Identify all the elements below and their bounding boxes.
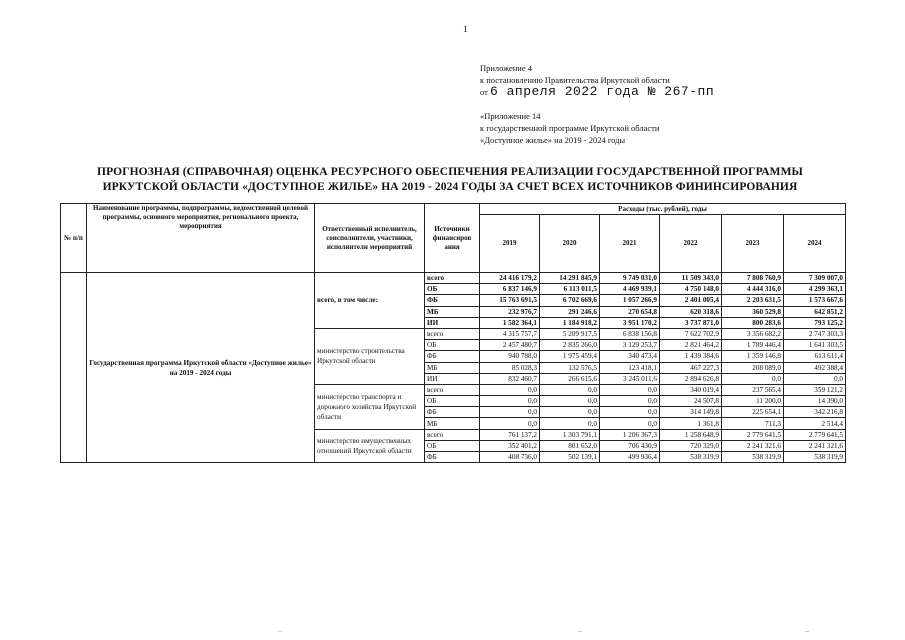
appendix-block — [480, 62, 714, 98]
row-number-cell — [61, 273, 87, 463]
header-year: 2019 — [480, 215, 540, 273]
value-cell: 7 622 702,9 — [660, 328, 722, 339]
value-cell: 266 615,6 — [540, 373, 600, 384]
value-cell: 1 439 384,6 — [660, 351, 722, 362]
appendix2-line1: «Приложение 14 — [480, 111, 541, 121]
appendix2-line2: к государственной программе Иркутской области — [480, 123, 660, 133]
value-cell: 208 089,0 — [722, 362, 784, 373]
header-year: 2022 — [660, 215, 722, 273]
value-cell: 499 936,4 — [600, 452, 660, 463]
value-cell: 3 129 253,7 — [600, 340, 660, 351]
footer-mark-middle: – — [578, 626, 582, 635]
responsible-cell: всего, в том числе: — [315, 273, 425, 329]
value-cell: 613 611,4 — [784, 351, 846, 362]
value-cell: 2 894 626,8 — [660, 373, 722, 384]
value-cell: 2 747 303,3 — [784, 328, 846, 339]
value-cell: 761 137,2 — [480, 429, 540, 440]
value-cell: 502 139,1 — [540, 452, 600, 463]
value-cell: 711,3 — [722, 418, 784, 429]
value-cell: 237 565,4 — [722, 384, 784, 395]
source-cell: всего — [425, 384, 480, 395]
header-num: № п/п — [61, 204, 87, 273]
value-cell: 0,0 — [784, 373, 846, 384]
value-cell: 4 299 363,1 — [784, 284, 846, 295]
title-line1: ПРОГНОЗНАЯ (СПРАВОЧНАЯ) ОЦЕНКА РЕСУРСНОГО ОБЕСПЕЧЕНИЯ РЕАЛИЗАЦИИ ГОСУДАРСТВЕННОЙ ПРОГРАММЫ — [97, 166, 803, 178]
value-cell: 132 576,5 — [540, 362, 600, 373]
header-year: 2024 — [784, 215, 846, 273]
value-cell: 7 309 007,0 — [784, 273, 846, 284]
value-cell: 360 529,8 — [722, 306, 784, 317]
value-cell: 314 149,8 — [660, 407, 722, 418]
header-year: 2020 — [540, 215, 600, 273]
header-name: Наименование программы, подпрограммы, ведомственной целевой программы, основного мероприятия, регионального проекта, мероприятия — [87, 204, 315, 273]
value-cell: 1 789 446,4 — [722, 340, 784, 351]
budget-table — [60, 203, 846, 463]
source-cell: ФБ — [425, 452, 480, 463]
source-cell: всего — [425, 273, 480, 284]
value-cell: 2 401 005,4 — [660, 295, 722, 306]
value-cell: 1 184 918,2 — [540, 317, 600, 328]
header-year: 2021 — [600, 215, 660, 273]
value-cell: 1 303 791,1 — [540, 429, 600, 440]
value-cell: 1 361,8 — [660, 418, 722, 429]
value-cell: 720 329,0 — [660, 440, 722, 451]
value-cell: 2 203 631,5 — [722, 295, 784, 306]
value-cell: 1 573 667,6 — [784, 295, 846, 306]
value-cell: 4 750 148,0 — [660, 284, 722, 295]
value-cell: 1 641 303,5 — [784, 340, 846, 351]
appendix-line3 — [480, 86, 714, 98]
value-cell: 538 319,9 — [722, 452, 784, 463]
value-cell: 340 473,4 — [600, 351, 660, 362]
value-cell: 0,0 — [600, 396, 660, 407]
header-responsible: Ответственный исполнитель, соисполнители, участники, исполнители мероприятий — [315, 204, 425, 273]
responsible-cell: министерство строительства Иркутской области — [315, 328, 425, 384]
value-cell: 225 654,1 — [722, 407, 784, 418]
appendix-date-prefix: от — [480, 87, 488, 97]
value-cell: 123 418,1 — [600, 362, 660, 373]
value-cell: 1 206 367,3 — [600, 429, 660, 440]
value-cell: 6 113 011,5 — [540, 284, 600, 295]
appendix-date-stamp: 6 апреля 2022 года № 267-пп — [489, 84, 715, 99]
value-cell: 0,0 — [480, 407, 540, 418]
value-cell: 3 737 871,0 — [660, 317, 722, 328]
table-row — [61, 273, 846, 284]
value-cell: 24 507,8 — [660, 396, 722, 407]
appendix2-block — [480, 110, 659, 146]
value-cell: 706 430,9 — [600, 440, 660, 451]
source-cell: ИИ — [425, 317, 480, 328]
value-cell: 11 509 343,0 — [660, 273, 722, 284]
value-cell: 270 654,8 — [600, 306, 660, 317]
value-cell: 0,0 — [540, 396, 600, 407]
responsible-cell: министерство транспорта и дорожного хозяйства Иркутской области — [315, 384, 425, 429]
value-cell: 620 318,6 — [660, 306, 722, 317]
document-title — [60, 165, 840, 195]
source-cell: ОБ — [425, 340, 480, 351]
appendix2-line3: «Доступное жилье» на 2019 - 2024 годы — [480, 135, 626, 145]
source-cell: МБ — [425, 418, 480, 429]
value-cell: 1 975 459,4 — [540, 351, 600, 362]
value-cell: 9 749 031,0 — [600, 273, 660, 284]
header-expenses: Расходы (тыс. рублей), годы — [480, 204, 846, 215]
source-cell: ФБ — [425, 295, 480, 306]
value-cell: 4 469 939,1 — [600, 284, 660, 295]
value-cell: 15 763 691,5 — [480, 295, 540, 306]
page-number: 1 — [463, 24, 468, 34]
value-cell: 538 319,9 — [660, 452, 722, 463]
appendix-line1: Приложение 4 — [480, 63, 532, 73]
source-cell: ОБ — [425, 284, 480, 295]
source-cell: ОБ — [425, 440, 480, 451]
value-cell: 7 808 760,9 — [722, 273, 784, 284]
footer-mark-right: – — [805, 626, 809, 635]
source-cell: ФБ — [425, 407, 480, 418]
value-cell: 2 779 641,5 — [784, 429, 846, 440]
value-cell: 2 779 641,5 — [722, 429, 784, 440]
value-cell: 2 821 464,2 — [660, 340, 722, 351]
value-cell: 0,0 — [480, 384, 540, 395]
value-cell: 3 245 011,6 — [600, 373, 660, 384]
source-cell: ОБ — [425, 396, 480, 407]
source-cell: ФБ — [425, 351, 480, 362]
source-cell: МБ — [425, 362, 480, 373]
value-cell: 408 736,0 — [480, 452, 540, 463]
value-cell: 232 976,7 — [480, 306, 540, 317]
footer-mark-left: – — [278, 626, 282, 635]
value-cell: 0,0 — [540, 384, 600, 395]
value-cell: 352 401,2 — [480, 440, 540, 451]
value-cell: 14 291 845,9 — [540, 273, 600, 284]
value-cell: 538 319,9 — [784, 452, 846, 463]
value-cell: 0,0 — [480, 396, 540, 407]
value-cell: 14 390,0 — [784, 396, 846, 407]
appendix-line2: к постановлению Правительства Иркутской области — [480, 75, 670, 85]
header-year: 2023 — [722, 215, 784, 273]
value-cell: 642 851,2 — [784, 306, 846, 317]
value-cell: 1 258 648,9 — [660, 429, 722, 440]
value-cell: 1 582 364,1 — [480, 317, 540, 328]
value-cell: 793 125,2 — [784, 317, 846, 328]
value-cell: 0,0 — [540, 418, 600, 429]
value-cell: 832 460,7 — [480, 373, 540, 384]
value-cell: 0,0 — [540, 407, 600, 418]
title-line2: ИРКУТСКОЙ ОБЛАСТИ «ДОСТУПНОЕ ЖИЛЬЕ» НА 2019 - 2024 ГОДЫ ЗА СЧЕТ ВСЕХ ИСТОЧНИКОВ ФИНИНСИРОВАНИЯ — [102, 181, 798, 193]
value-cell: 6 702 669,6 — [540, 295, 600, 306]
value-cell: 940 788,0 — [480, 351, 540, 362]
value-cell: 2 241 321,6 — [722, 440, 784, 451]
responsible-cell: министерство имущественных отношений Иркутской области — [315, 429, 425, 463]
value-cell: 1 359 146,8 — [722, 351, 784, 362]
value-cell: 4 444 316,0 — [722, 284, 784, 295]
value-cell: 801 652,0 — [540, 440, 600, 451]
value-cell: 467 227,3 — [660, 362, 722, 373]
value-cell: 291 246,6 — [540, 306, 600, 317]
value-cell: 6 838 156,8 — [600, 328, 660, 339]
value-cell: 85 028,3 — [480, 362, 540, 373]
value-cell: 2 835 266,0 — [540, 340, 600, 351]
value-cell: 6 837 146,9 — [480, 284, 540, 295]
value-cell: 2 241 321,6 — [784, 440, 846, 451]
value-cell: 492 388,4 — [784, 362, 846, 373]
value-cell: 2 514,4 — [784, 418, 846, 429]
value-cell: 0,0 — [600, 384, 660, 395]
value-cell: 340 019,4 — [660, 384, 722, 395]
value-cell: 0,0 — [600, 418, 660, 429]
value-cell: 11 200,0 — [722, 396, 784, 407]
value-cell: 3 951 170,2 — [600, 317, 660, 328]
program-name-cell: Государственная программа Иркутской области «Доступное жилье» на 2019 - 2024 годы — [87, 273, 315, 463]
value-cell: 0,0 — [722, 373, 784, 384]
value-cell: 2 457 480,7 — [480, 340, 540, 351]
value-cell: 342 216,8 — [784, 407, 846, 418]
value-cell: 800 283,6 — [722, 317, 784, 328]
value-cell: 359 121,2 — [784, 384, 846, 395]
value-cell: 5 209 917,5 — [540, 328, 600, 339]
value-cell: 3 356 682,2 — [722, 328, 784, 339]
value-cell: 0,0 — [480, 418, 540, 429]
header-sources: Источники финансиров ания — [425, 204, 480, 273]
source-cell: всего — [425, 328, 480, 339]
source-cell: ИИ — [425, 373, 480, 384]
value-cell: 4 315 757,7 — [480, 328, 540, 339]
source-cell: МБ — [425, 306, 480, 317]
source-cell: всего — [425, 429, 480, 440]
value-cell: 1 057 266,9 — [600, 295, 660, 306]
value-cell: 24 416 179,2 — [480, 273, 540, 284]
value-cell: 0,0 — [600, 407, 660, 418]
